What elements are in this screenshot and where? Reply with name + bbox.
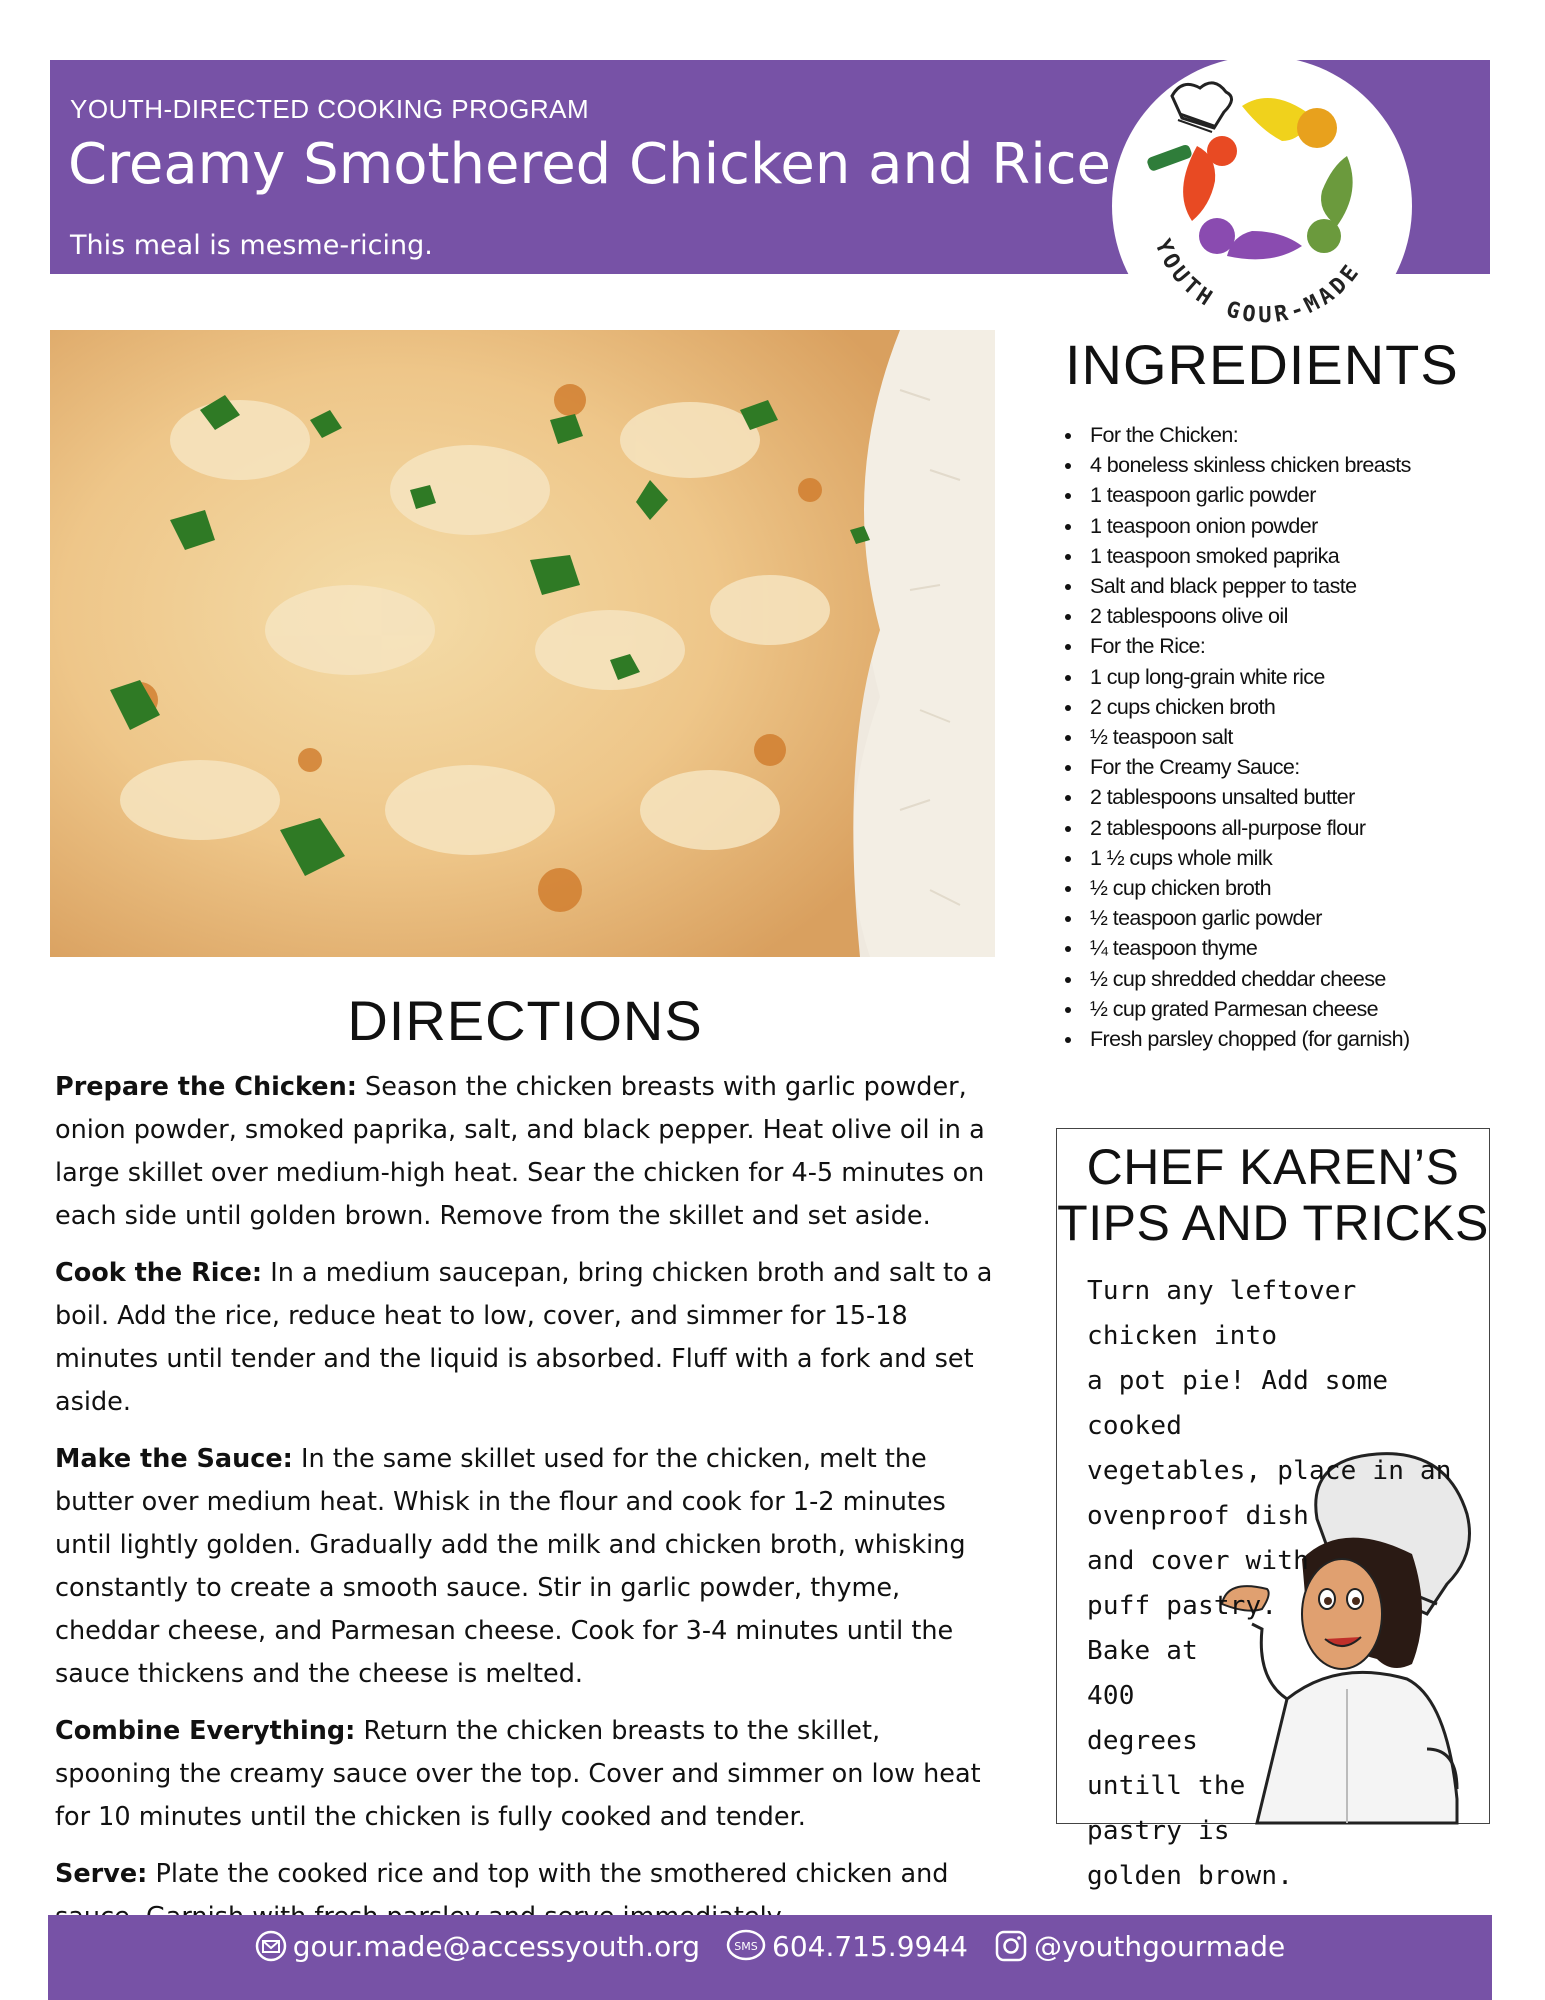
ingredient-item: • For the Rice: bbox=[1084, 631, 1411, 661]
step-text: Plate the cooked rice and top with the smothered chicken and bbox=[155, 1859, 949, 1889]
ingredient-item: • 2 cups chicken broth bbox=[1084, 692, 1411, 722]
step-text: Return the chicken breasts to the skillet, spooning the creamy sauce over the top. Cover and simmer on low heat for 10 minutes until the chicken is fully cooked and tender. bbox=[55, 1716, 981, 1832]
ingredient-item: • 1 cup long-grain white rice bbox=[1084, 662, 1411, 692]
email-contact[interactable] bbox=[255, 1930, 700, 1963]
ingredient-item: • 4 boneless skinless chicken breasts bbox=[1084, 450, 1411, 480]
logo-text: YOUTH GOUR-MADE bbox=[1149, 235, 1367, 329]
step-text: Season the chicken breasts with garlic powder, onion powder, smoked paprika, salt, and black pepper. Heat olive oil in a large skillet over medium-high heat. Sear the chicken for 4-5 minutes on each side until golden brown. Remove from the skillet and set aside. bbox=[55, 1072, 985, 1231]
directions-body bbox=[55, 1066, 1000, 1953]
tips-heading bbox=[1057, 1139, 1489, 1251]
instagram-text[interactable]: @youthgourmade bbox=[1033, 1929, 1286, 1963]
step-title: Cook the Rice: bbox=[55, 1258, 263, 1288]
ingredient-item: • 1 ½ cups whole milk bbox=[1084, 843, 1411, 873]
recipe-title: Creamy Smothered Chicken and Rice bbox=[68, 132, 1111, 197]
step-title: Combine Everything: bbox=[55, 1716, 356, 1746]
ingredient-item: • For the Chicken: bbox=[1084, 420, 1411, 450]
direction-step bbox=[55, 1066, 1000, 1238]
sms-icon bbox=[726, 1929, 766, 1963]
instagram-icon bbox=[994, 1929, 1028, 1963]
step-title: Serve: bbox=[55, 1859, 148, 1889]
ingredient-item: • Fresh parsley chopped (for garnish) bbox=[1084, 1024, 1411, 1054]
direction-step bbox=[55, 1710, 1000, 1839]
ingredient-item: • ¼ teaspoon thyme bbox=[1084, 933, 1411, 963]
recipe-subtitle: This meal is mesme-ricing. bbox=[70, 230, 433, 261]
ingredient-item: • ½ cup shredded cheddar cheese bbox=[1084, 964, 1411, 994]
step-title: Make the Sauce: bbox=[55, 1444, 293, 1474]
direction-step bbox=[55, 1438, 1000, 1696]
ingredient-item: • For the Creamy Sauce: bbox=[1084, 752, 1411, 782]
ingredient-item: • 1 teaspoon onion powder bbox=[1084, 511, 1411, 541]
ingredient-item: • ½ cup grated Parmesan cheese bbox=[1084, 994, 1411, 1024]
chef-hat-icon bbox=[1172, 83, 1232, 132]
dish-photo bbox=[50, 330, 995, 957]
ingredient-item: • 2 tablespoons all-purpose flour bbox=[1084, 813, 1411, 843]
ingredient-item: • ½ teaspoon garlic powder bbox=[1084, 903, 1411, 933]
ingredient-item: • Salt and black pepper to taste bbox=[1084, 571, 1411, 601]
logo-graphic bbox=[1112, 56, 1412, 356]
chef-tips-box bbox=[1056, 1128, 1490, 1891]
youth-gour-made-logo bbox=[1112, 56, 1412, 356]
ingredient-item: • 2 tablespoons unsalted butter bbox=[1084, 782, 1411, 812]
directions-heading: DIRECTIONS bbox=[347, 989, 703, 1052]
ingredients-heading: INGREDIENTS bbox=[1065, 333, 1459, 396]
phone-text[interactable]: 604.715.9944 bbox=[772, 1929, 968, 1963]
mail-icon bbox=[255, 1930, 287, 1962]
tips-heading-line1: CHEF KAREN’S bbox=[1086, 1139, 1460, 1195]
ingredient-item: • ½ cup chicken broth bbox=[1084, 873, 1411, 903]
ingredient-item: • ½ teaspoon salt bbox=[1084, 722, 1411, 752]
direction-step bbox=[55, 1252, 1000, 1424]
program-label: YOUTH-DIRECTED COOKING PROGRAM bbox=[70, 94, 590, 124]
ingredients-list bbox=[1054, 420, 1411, 1054]
ingredient-item: • 1 teaspoon smoked paprika bbox=[1084, 541, 1411, 571]
contact-footer bbox=[48, 1915, 1492, 2000]
tips-text: Turn any leftover chicken into a pot pie! Add some cooked vegetables, place in an ovenproof dish and cover with puff pastry. Bake at 400 degrees untill the pastry is golden brown. bbox=[1087, 1276, 1452, 1891]
sms-label: SMS bbox=[734, 1940, 758, 1953]
step-text: In a medium saucepan, bring chicken broth and salt to a boil. Add the rice, reduce heat to low, cover, and simmer for 15-18 minutes until tender and the liquid is absorbed. Fluff with a fork and set aside. bbox=[55, 1258, 993, 1417]
tips-heading-line2: TIPS AND TRICKS bbox=[1057, 1195, 1489, 1251]
phone-contact[interactable] bbox=[726, 1929, 968, 1963]
ingredient-item: • 2 tablespoons olive oil bbox=[1084, 601, 1411, 631]
step-title: Prepare the Chicken: bbox=[55, 1072, 357, 1102]
step-text: In the same skillet used for the chicken, melt the butter over medium heat. Whisk in the flour and cook for 1-2 minutes until lightly golden. Gradually add the milk and chicken broth, whisking constantly to create a smooth sauce. Stir in garlic powder, thyme, cheddar cheese, and Parmesan cheese. Cook for 3-4 minutes until the sauce thickens and the cheese is melted. bbox=[55, 1444, 966, 1689]
email-text[interactable]: gour.made@accessyouth.org bbox=[292, 1929, 701, 1963]
ingredient-item: • 1 teaspoon garlic powder bbox=[1084, 480, 1411, 510]
instagram-contact[interactable] bbox=[994, 1929, 1285, 1963]
